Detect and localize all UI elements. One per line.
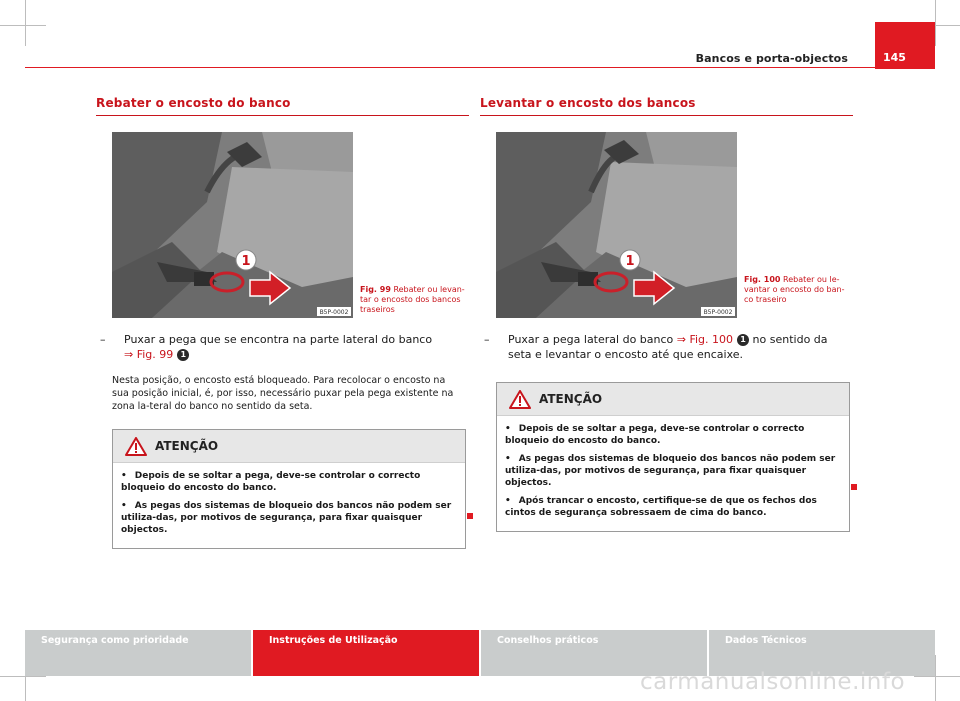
warning-item: • As pegas dos sistemas de bloqueio dos bancos não podem ser utiliza-das, por motivos de segurança, para fixar quaisquer objectos. bbox=[121, 501, 452, 535]
footer-tab-technical-data[interactable]: Dados Técnicos bbox=[709, 630, 935, 676]
step-dash: – bbox=[100, 333, 106, 346]
section-end-mark bbox=[851, 484, 857, 490]
figure-caption-text: Rebater ou le-vantar o encosto do ban-co traseiro bbox=[744, 275, 845, 304]
seat-illustration bbox=[496, 132, 737, 318]
warning-item: • As pegas dos sistemas de bloqueio dos bancos não podem ser utiliza-das, por motivos de segurança, para fixar quaisquer objectos. bbox=[505, 454, 836, 488]
footer-tab-instructions[interactable]: Instruções de Utilização bbox=[253, 630, 479, 676]
figure-99 bbox=[96, 132, 469, 322]
figure-caption bbox=[360, 285, 465, 315]
step-text-continued: no sentido da seta e levantar o encosto até que encaixe. bbox=[508, 333, 828, 361]
instruction-step bbox=[480, 332, 853, 362]
warning-header bbox=[113, 430, 465, 463]
watermark: carmanualsonline.info bbox=[640, 669, 906, 695]
figure-caption bbox=[744, 275, 849, 305]
seat-photo bbox=[112, 132, 353, 318]
section-title: Levantar o encosto dos bancos bbox=[480, 96, 853, 116]
body-paragraph: Nesta posição, o encosto está bloqueado. Para recolocar o encosto na sua posição inicial, é, por isso, necessário puxar pela pega existente na zona la-teral do banco no sentido da seta. bbox=[112, 375, 454, 412]
crop-mark bbox=[0, 676, 46, 677]
footer-tab-safety[interactable]: Segurança como prioridade bbox=[25, 630, 251, 676]
warning-triangle-icon bbox=[509, 390, 531, 409]
seat-photo bbox=[496, 132, 737, 318]
crop-mark bbox=[935, 655, 936, 701]
right-column bbox=[480, 96, 853, 532]
figure-number: Fig. 99 bbox=[360, 285, 391, 294]
crop-mark bbox=[935, 0, 936, 46]
step-text: Puxar a pega lateral do banco bbox=[508, 333, 674, 346]
section-end-mark bbox=[467, 513, 473, 519]
step-text: Puxar a pega que se encontra na parte lateral do banco bbox=[124, 333, 433, 346]
figure-ref-link[interactable]: ⇒ Fig. 99 bbox=[124, 348, 174, 361]
figure-100 bbox=[480, 132, 853, 322]
warning-body bbox=[113, 463, 465, 548]
warning-triangle-icon bbox=[125, 437, 147, 456]
warning-header bbox=[497, 383, 849, 416]
callout-number: 1 bbox=[737, 334, 749, 346]
warning-item: • Após trancar o encosto, certifique-se de que os fechos dos cintos de segurança sobressaem de cima do banco. bbox=[505, 496, 817, 518]
figure-ref-link[interactable]: ⇒ Fig. 100 bbox=[676, 333, 734, 346]
left-column bbox=[96, 96, 469, 549]
instruction-step bbox=[96, 332, 469, 362]
figure-caption-text: Rebater ou levan-tar o encosto dos bancos traseiros bbox=[360, 285, 465, 314]
seat-illustration bbox=[112, 132, 353, 318]
warning-title: ATENÇÃO bbox=[155, 439, 219, 453]
figure-code: B5P-0002 bbox=[703, 309, 733, 316]
warning-title: ATENÇÃO bbox=[539, 392, 603, 406]
header-rule bbox=[25, 67, 875, 68]
crop-mark bbox=[25, 0, 26, 46]
warning-box bbox=[496, 382, 850, 532]
warning-box bbox=[112, 429, 466, 549]
footer-tab-practical-tips[interactable]: Conselhos práticos bbox=[481, 630, 707, 676]
page-number: 145 bbox=[875, 22, 935, 69]
crop-mark bbox=[914, 676, 960, 677]
warning-item: • Depois de se soltar a pega, deve-se controlar o correcto bloqueio do encosto do banco. bbox=[121, 471, 421, 493]
step-dash: – bbox=[484, 333, 490, 346]
running-header: Bancos e porta-objectos bbox=[695, 52, 848, 65]
crop-mark bbox=[0, 25, 46, 26]
callout-number: 1 bbox=[177, 349, 189, 361]
warning-item: • Depois de se soltar a pega, deve-se controlar o correcto bloqueio do encosto do banco. bbox=[505, 424, 805, 446]
figure-number: Fig. 100 bbox=[744, 275, 781, 284]
callout-1: 1 bbox=[625, 254, 635, 269]
section-title: Rebater o encosto do banco bbox=[96, 96, 469, 116]
figure-code: B5P-0002 bbox=[319, 309, 349, 316]
callout-1: 1 bbox=[241, 254, 251, 269]
warning-body bbox=[497, 416, 849, 531]
